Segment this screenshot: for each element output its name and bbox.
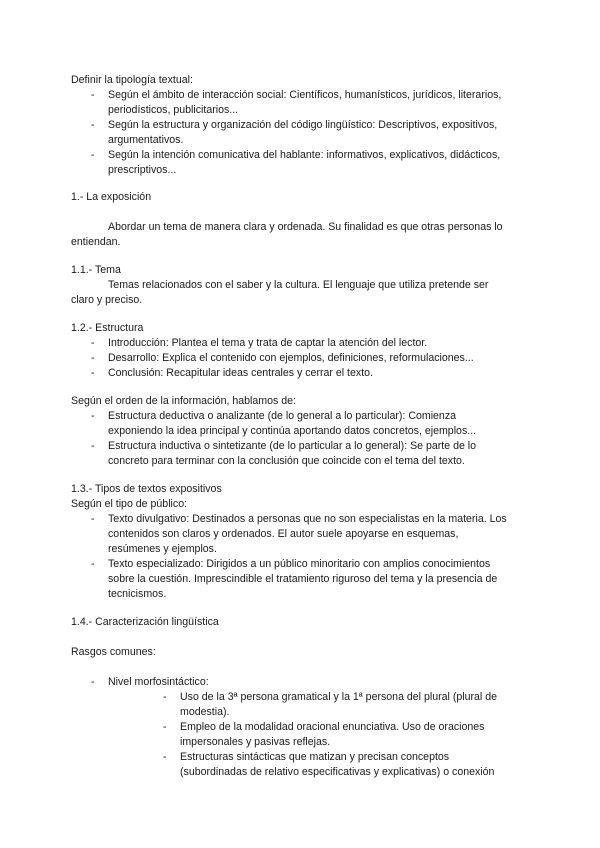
bullet-dash: - xyxy=(91,119,95,131)
bullet-dash: - xyxy=(91,149,95,161)
bullet-dash: - xyxy=(91,352,95,364)
orden-item-1-line-1: Estructura deductiva o analizante (de lo general a lo particular): Comienza xyxy=(108,410,457,422)
section-1-3-subtitle: Según el tipo de público: xyxy=(71,498,188,510)
section-1-paragraph-line-1: Abordar un tema de manera clara y ordenada. Su finalidad es que otras personas lo xyxy=(108,221,503,233)
bullet-dash: - xyxy=(163,751,167,763)
bullet-dash: - xyxy=(91,89,95,101)
tipo-especializado-line-2: sobre la cuestión. Imprescindible el tratamiento riguroso del tema y la presencia de xyxy=(108,573,498,585)
morfo-item-1-line-1: Uso de la 3ª persona gramatical y la 1ª persona del plural (plural de xyxy=(180,691,498,703)
bullet-dash: - xyxy=(163,691,167,703)
morfo-item-3-line-1: Estructuras sintácticas que matizan y precisan conceptos xyxy=(180,751,450,763)
bullet-dash: - xyxy=(91,410,95,422)
morfo-item-2-line-2: impersonales y pasivas reflejas. xyxy=(180,736,331,748)
intro-item-2-line-2: argumentativos. xyxy=(108,134,184,146)
morfo-item-1-line-2: modestia). xyxy=(180,706,230,718)
intro-item-2-line-1: Según la estructura y organización del código lingüístico: Descriptivos, expositivos, xyxy=(108,119,498,131)
estructura-item-conclusion: Conclusión: Recapitular ideas centrales y cerrar el texto. xyxy=(108,367,373,379)
bullet-dash: - xyxy=(91,440,95,452)
section-1-3-title: 1.3.- Tipos de textos expositivos xyxy=(71,483,222,495)
tipo-especializado-line-3: tecnicismos. xyxy=(108,588,167,600)
section-1-title: 1.- La exposición xyxy=(71,191,152,203)
tipo-divulgativo-line-2: contenidos son claros y ordenados. El autor suele apoyarse en esquemas, xyxy=(108,528,459,540)
bullet-dash: - xyxy=(91,337,95,349)
tipo-divulgativo-line-3: resúmenes y ejemplos. xyxy=(108,543,217,555)
bullet-dash: - xyxy=(91,513,95,525)
section-1-4-title: 1.4.- Caracterización lingüística xyxy=(71,616,219,628)
section-1-1-title: 1.1.- Tema xyxy=(71,264,121,276)
intro-item-3-line-1: Según la intención comunicativa del hablante: informativos, explicativos, didácticos, xyxy=(108,149,501,161)
intro-heading: Definir la tipología textual: xyxy=(71,74,193,86)
orden-item-2-line-2: concreto para terminar con la conclusión que coincide con el tema del texto. xyxy=(108,455,465,467)
orden-item-1-line-2: exponiendo la idea principal y continúa aportando datos concretos, ejemplos... xyxy=(108,425,477,437)
bullet-dash: - xyxy=(91,676,95,688)
tipo-divulgativo-line-1: Texto divulgativo: Destinados a personas que no son especialistas en la materia. Los xyxy=(108,513,507,525)
rasgos-comunes: Rasgos comunes: xyxy=(71,646,156,658)
morfo-item-2-line-1: Empleo de la modalidad oracional enunciativa. Uso de oraciones xyxy=(180,721,485,733)
intro-item-1-line-1: Según el ámbito de interacción social: Científicos, humanísticos, jurídicos, literarios, xyxy=(108,89,502,101)
estructura-item-introduccion: Introducción: Plantea el tema y trata de captar la atención del lector. xyxy=(108,337,428,349)
bullet-dash: - xyxy=(91,367,95,379)
intro-item-3-line-2: prescriptivos... xyxy=(108,164,177,176)
section-1-1-paragraph-line-2: claro y preciso. xyxy=(71,294,143,306)
bullet-dash: - xyxy=(163,721,167,733)
intro-item-1-line-2: periodísticos, publicitarios... xyxy=(108,104,239,116)
section-1-2-title: 1.2.- Estructura xyxy=(71,322,144,334)
section-1-1-paragraph-line-1: Temas relacionados con el saber y la cultura. El lenguaje que utiliza pretende ser xyxy=(108,279,489,291)
orden-intro: Según el orden de la información, hablamos de: xyxy=(71,395,296,407)
bullet-dash: - xyxy=(91,558,95,570)
section-1-paragraph-line-2: entiendan. xyxy=(71,236,121,248)
morfo-item-3-line-2: (subordinadas de relativo especificativas y explicativas) o conexión xyxy=(180,766,495,778)
nivel-morfosintactico: Nivel morfosintáctico: xyxy=(108,676,209,688)
orden-item-2-line-1: Estructura inductiva o sintetizante (de lo particular a lo general): Se parte de lo xyxy=(108,440,477,452)
estructura-item-desarrollo: Desarrollo: Explica el contenido con ejemplos, definiciones, reformulaciones... xyxy=(108,352,474,364)
tipo-especializado-line-1: Texto especializado: Dirigidos a un público minoritario con amplios conocimientos xyxy=(108,558,491,570)
